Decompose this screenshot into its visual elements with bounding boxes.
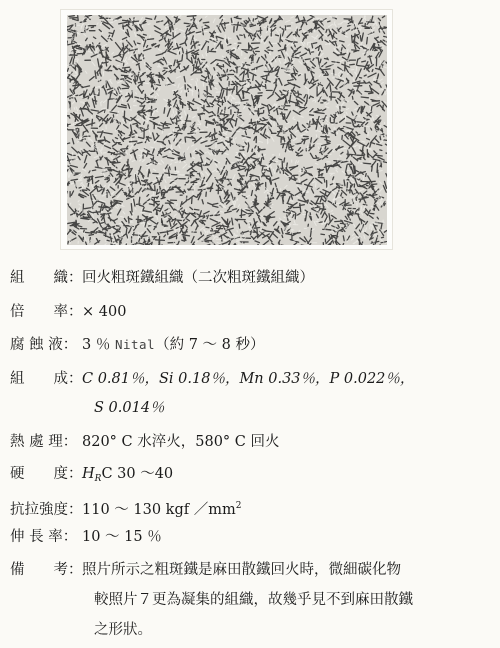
row-hardness <box>10 464 173 489</box>
tensile-value-sup: 2 <box>235 501 242 511</box>
micrograph-image <box>67 15 387 245</box>
etchant-label: 腐 蝕 液： <box>10 337 78 353</box>
row-elongation <box>10 527 162 547</box>
hardness-label: 硬 度： <box>10 466 83 482</box>
etchant-value-code: Nital <box>114 337 156 352</box>
remarks-line2: 較照片７更為凝集的組織，故幾乎見不到麻田散鐵 <box>94 592 413 608</box>
etchant-value-prefix: 3 ％ <box>82 337 115 353</box>
magnification-value: × 400 <box>82 304 127 320</box>
tensile-label: 抗拉強度： <box>10 502 83 518</box>
remarks-line3: 之形狀。 <box>94 622 152 638</box>
hardness-value-suffix: C 30 〜40 <box>101 466 174 482</box>
structure-value: 回火粗斑鐵組織（二次粗斑鐵組織） <box>82 270 314 286</box>
elongation-value: 10 〜 15 ％ <box>82 529 162 545</box>
row-magnification <box>10 302 126 322</box>
composition-line1: C 0.81％，Si 0.18％，Mn 0.33％，P 0.022％， <box>82 371 415 387</box>
row-structure <box>10 268 314 288</box>
remarks-line1: 照片所示之粗斑鐵是麻田散鐵回火時，微細碳化物 <box>82 562 401 578</box>
row-heat-treatment <box>10 432 279 452</box>
micrograph-frame <box>61 10 392 249</box>
elongation-label: 伸 長 率： <box>10 529 78 545</box>
hardness-value-prefix: H <box>82 466 95 482</box>
structure-label: 組 織： <box>10 270 83 286</box>
heat-treatment-label: 熱 處 理： <box>10 434 78 450</box>
row-tensile <box>10 496 241 520</box>
heat-treatment-value: 820° C 水淬火，580° C 回火 <box>82 434 280 450</box>
row-etchant <box>10 335 264 355</box>
hardness-value-sub: R <box>94 474 102 484</box>
row-remarks <box>10 560 401 580</box>
composition-line2: S 0.014％ <box>94 400 165 416</box>
etchant-value-suffix: （約 7 〜 8 秒） <box>155 337 265 353</box>
tensile-value: 110 〜 130 kgf ／mm <box>82 502 236 518</box>
magnification-label: 倍 率： <box>10 304 83 320</box>
remarks-label: 備 考： <box>10 562 83 578</box>
composition-label: 組 成： <box>10 371 83 387</box>
row-composition <box>10 369 414 389</box>
